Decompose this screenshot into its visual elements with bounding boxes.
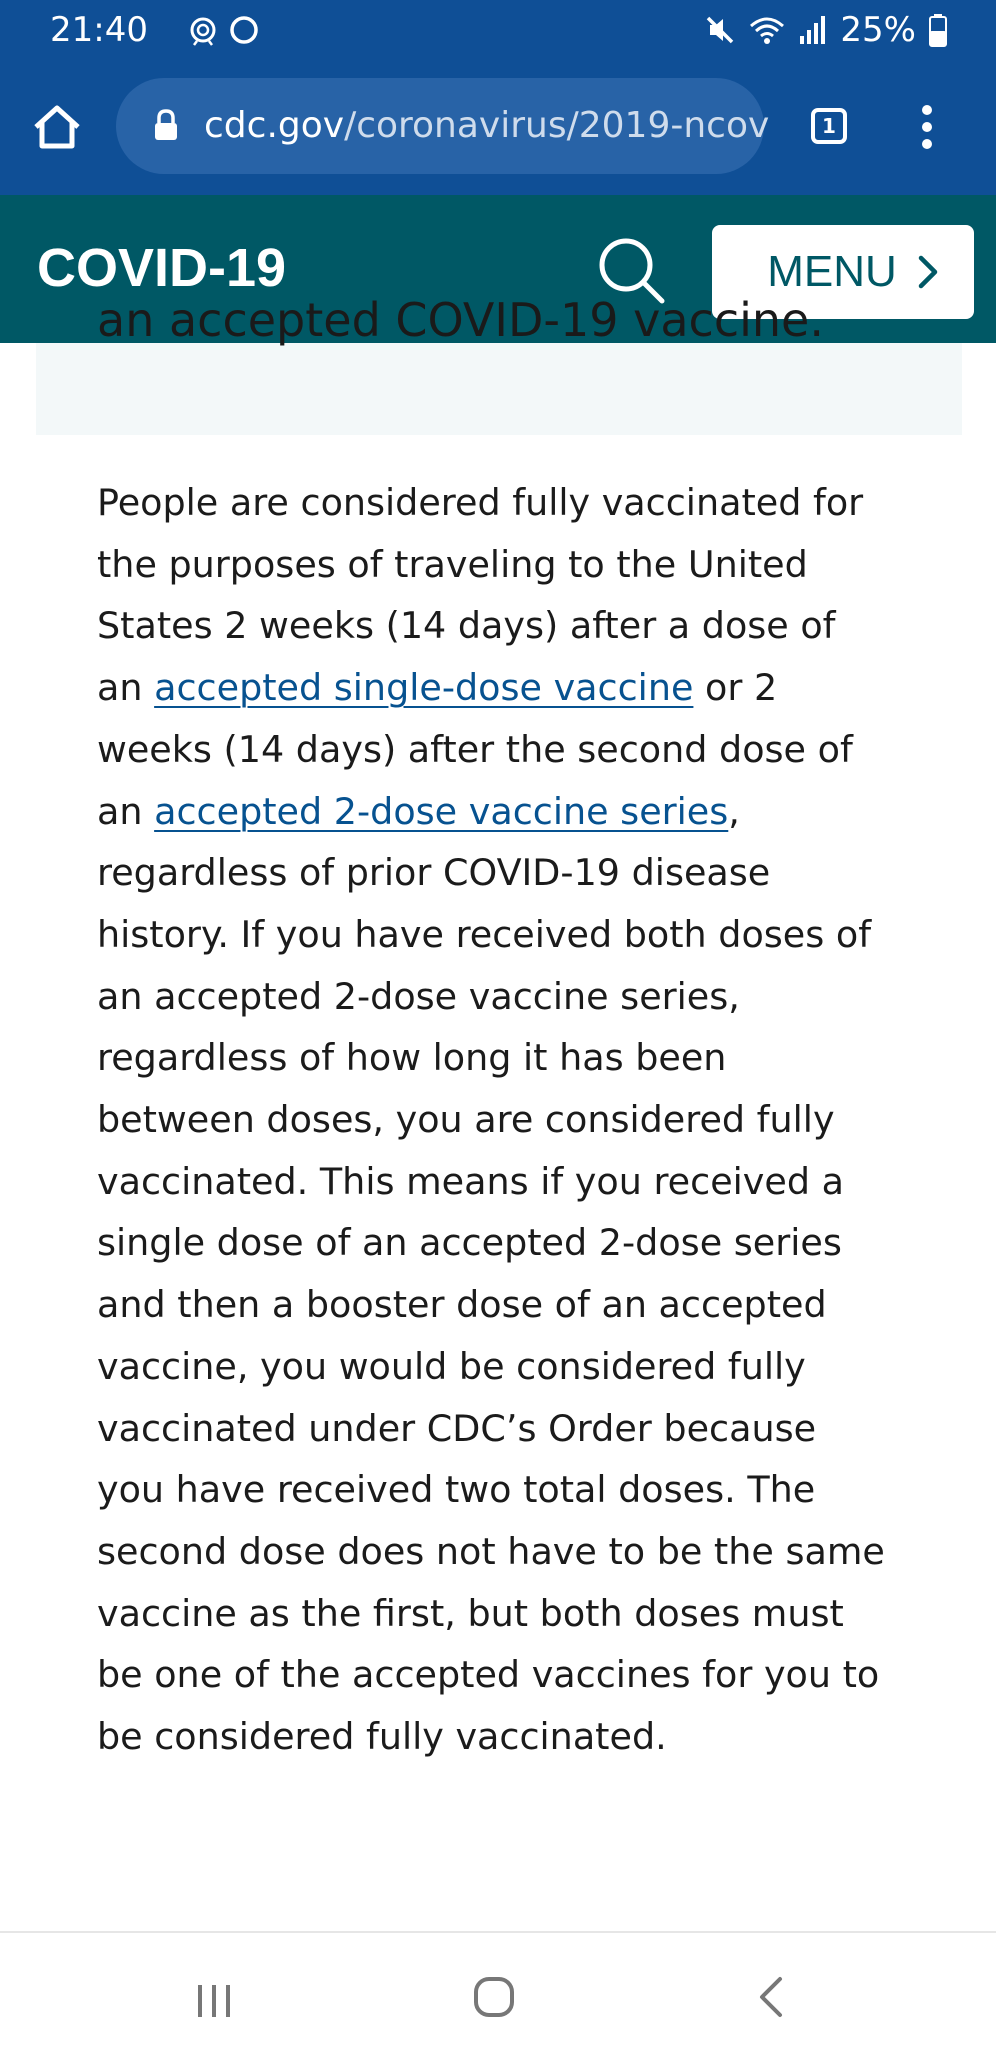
- site-title[interactable]: COVID-19: [37, 238, 287, 298]
- home-icon[interactable]: [30, 100, 84, 154]
- recent-apps-icon[interactable]: [194, 1981, 234, 2021]
- wifi-icon: [748, 14, 786, 46]
- signal-icon: [798, 14, 828, 46]
- circle-icon: [228, 14, 260, 46]
- system-nav-bar: [0, 1933, 996, 2048]
- menu-button-label: MENU: [767, 247, 897, 296]
- status-bar: [0, 0, 996, 60]
- url-path: /coronavirus/2019-ncov: [344, 105, 770, 146]
- callout-box: [36, 293, 962, 435]
- url-domain: cdc.gov: [204, 105, 345, 146]
- accepted-2-dose-vaccine-series-link[interactable]: accepted 2-dose vaccine series: [154, 789, 729, 833]
- more-options-icon[interactable]: [912, 102, 942, 152]
- back-icon[interactable]: [756, 1975, 786, 2019]
- paragraph-text-3: , regardless of prior COVID-19 disease history. If you have received both doses of an accepted 2-dose vaccine series, regardless of how long it has been between doses, you are considered fully vaccinated. This means if you received a single dose of an accepted 2-dose series and then a booster dose of an accepted vaccine, you would be considered fully vaccinated under CDC’s Order because you have received two total doses. The second dose does not have to be the same vaccine as the first, but both doses must be one of the accepted vaccines for you to be considered fully vaccinated.: [97, 789, 885, 1759]
- lock-icon: [152, 108, 180, 142]
- status-left-icons: [188, 12, 260, 48]
- body-paragraph: [97, 472, 887, 1768]
- paragraph-text-1: People are considered fully vaccinated for the purposes of traveling to the United States 2 weeks (14 days) after a dose of an: [97, 481, 864, 710]
- tab-switcher-button[interactable]: 1: [811, 108, 847, 144]
- accepted-single-dose-vaccine-link[interactable]: accepted single-dose vaccine: [154, 666, 694, 710]
- status-right-icons: [704, 8, 948, 52]
- home-nav-icon[interactable]: [472, 1975, 516, 2019]
- chevron-right-icon: [917, 254, 939, 290]
- battery-icon: [928, 13, 948, 47]
- browser-toolbar: [0, 60, 996, 195]
- url-text[interactable]: [204, 102, 770, 150]
- mute-icon: [704, 14, 736, 46]
- paragraph-text-2: or 2 weeks (14 days) after the second dose of an: [97, 666, 853, 833]
- callout-text: an accepted COVID-19 vaccine.: [97, 293, 824, 347]
- battery-percent: 25%: [840, 10, 916, 50]
- address-bar[interactable]: [116, 78, 770, 174]
- notification-icon: [188, 14, 218, 46]
- status-time: 21:40: [50, 10, 148, 50]
